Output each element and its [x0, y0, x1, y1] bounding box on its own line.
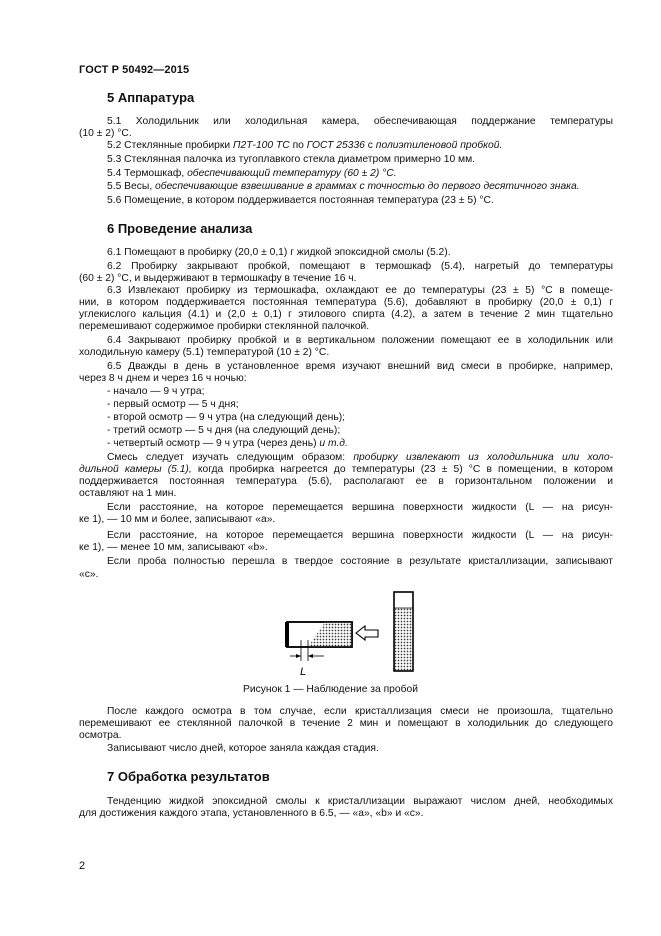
- list-item: - третий осмотр — 5 ч дня (на следующий день);: [107, 425, 341, 436]
- list-item: - четвертый осмотр — 9 ч утра (через день) и т.д.: [107, 438, 348, 449]
- para-6-5-line1: 6.5 Дважды в день в установленное время изучают внешний вид смеси в пробирке, например,: [107, 361, 613, 372]
- para-mix-line2: дильной камеры (5.1), когда пробирка нагреется до температуры (23 ± 5) °С в помещении, в котором: [79, 464, 614, 475]
- vertical-tube: [394, 592, 413, 671]
- para-6-3-line1: 6.3 Извлекают пробирку из термошкафа, охлаждают ее до температуры (23 ± 5) °С в помеще-: [107, 285, 613, 296]
- para-record: Записывают число дней, которое заняла каждая стадия.: [107, 743, 379, 754]
- para-5-2: 5.2 Стеклянные пробирки П2Т-100 ТС по ГОСТ 25336 с полиэтиленовой пробкой.: [107, 140, 503, 151]
- figure-1-caption: Рисунок 1 — Наблюдение за пробой: [242, 684, 419, 695]
- para-mix-line1: Смесь следует изучать следующим образом: пробирку извлекают из холодильника или холо-: [107, 452, 613, 463]
- para-mix-line4: оставляют на 1 мин.: [79, 488, 177, 499]
- para-5-1-line1: 5.1 Холодильник или холодильная камера, обеспечивающая поддержание температуры: [107, 116, 613, 127]
- para-6-5-line2: через 8 ч днем и через 16 ч ночью:: [79, 373, 247, 384]
- para-6-1: 6.1 Помещают в пробирку (20,0 ± 0,1) г жидкой эпоксидной смолы (5.2).: [107, 247, 451, 258]
- list-item: - начало — 9 ч утра;: [107, 386, 205, 397]
- para-c-line2: «c».: [79, 569, 99, 580]
- section-5-heading: 5 Аппаратура: [107, 90, 195, 105]
- arrow-left-icon: [356, 626, 378, 640]
- para-after-line1: После каждого осмотра в том случае, если кристаллизация смеси не произошла, тщательно: [107, 706, 613, 717]
- para-6-3-line3: углекислого кальция (4.1) и (2,0 ± 0,1) г этилового спирта (4.2), а затем в течение 2 мин тщательно: [79, 309, 613, 320]
- para-a-line2: ке 1), — 10 мм и более, записывают «а».: [79, 514, 276, 525]
- section-6-heading: 6 Проведение анализа: [107, 221, 253, 236]
- dimension-l-label: L: [300, 666, 307, 678]
- para-6-3-line2: нии, в котором поддерживается постоянная температура (5.6), добавляют в пробирку (20,0 ± 0,1) г: [79, 297, 613, 308]
- para-5-4: 5.4 Термошкаф, обеспечивающий температуру (60 ± 2) °С.: [107, 168, 397, 179]
- para-after-line2: перемешивают ее стеклянной палочкой в течение 2 мин и помещают в холодильник до следующего: [79, 718, 613, 729]
- page-number: 2: [79, 860, 86, 872]
- para-6-2-line2: (60 ± 2) °С, и выдерживают в термошкафу в течение 16 ч.: [79, 273, 357, 284]
- para-a-line1: Если расстояние, на которое перемещается вершина поверхности жидкости (L — на рисун-: [107, 502, 613, 513]
- para-b-line1: Если расстояние, на которое перемещается вершина поверхности жидкости (L — на рисун-: [107, 530, 613, 541]
- para-6-4-line2: холодильную камеру (5.1) температурой (10 ± 2) °С.: [79, 347, 330, 358]
- list-item: - второй осмотр — 9 ч утра (на следующий день);: [107, 412, 345, 423]
- figure-1-test-tube-diagram: [280, 584, 440, 679]
- para-mix-line3: поддерживается постоянная температура (5.6), располагают ее в горизонтальном положении и: [79, 476, 613, 487]
- para-5-3: 5.3 Стеклянная палочка из тугоплавкого стекла диаметром примерно 10 мм.: [107, 154, 476, 165]
- para-7-line1: Тенденцию жидкой эпоксидной смолы к кристаллизации выражают числом дней, необходимых: [107, 796, 613, 807]
- para-b-line2: ке 1), — менее 10 мм, записывают «b».: [79, 542, 268, 553]
- para-6-3-line4: перемешивают содержимое пробирки стеклянной палочкой.: [79, 321, 370, 332]
- horizontal-tube: [287, 622, 352, 647]
- para-after-line3: осмотра.: [79, 730, 122, 741]
- para-c-line1: Если проба полностью перешла в твердое состояние в результате кристаллизации, записывают: [107, 556, 613, 567]
- para-5-6: 5.6 Помещение, в котором поддерживается постоянная температура (23 ± 5) °С.: [107, 195, 494, 206]
- para-6-4-line1: 6.4 Закрывают пробирку пробкой и в вертикальном положении помещают ее в холодильник или: [107, 335, 613, 346]
- list-item: - первый осмотр — 5 ч дня;: [107, 399, 239, 410]
- para-5-5: 5.5 Весы, обеспечивающие взвешивание в граммах с точностью до первого десятичного знака.: [107, 181, 580, 192]
- document-code: ГОСТ Р 50492—2015: [79, 64, 190, 76]
- para-7-line2: для достижения каждого этапа, установленного в 6.5, — «а», «b» и «с».: [79, 808, 424, 819]
- section-7-heading: 7 Обработка результатов: [107, 769, 270, 784]
- para-6-2-line1: 6.2 Пробирку закрывают пробкой, помещают в термошкаф (5.4), нагретый до температуры: [107, 261, 613, 272]
- para-5-1-line2: (10 ± 2) °С.: [79, 128, 132, 139]
